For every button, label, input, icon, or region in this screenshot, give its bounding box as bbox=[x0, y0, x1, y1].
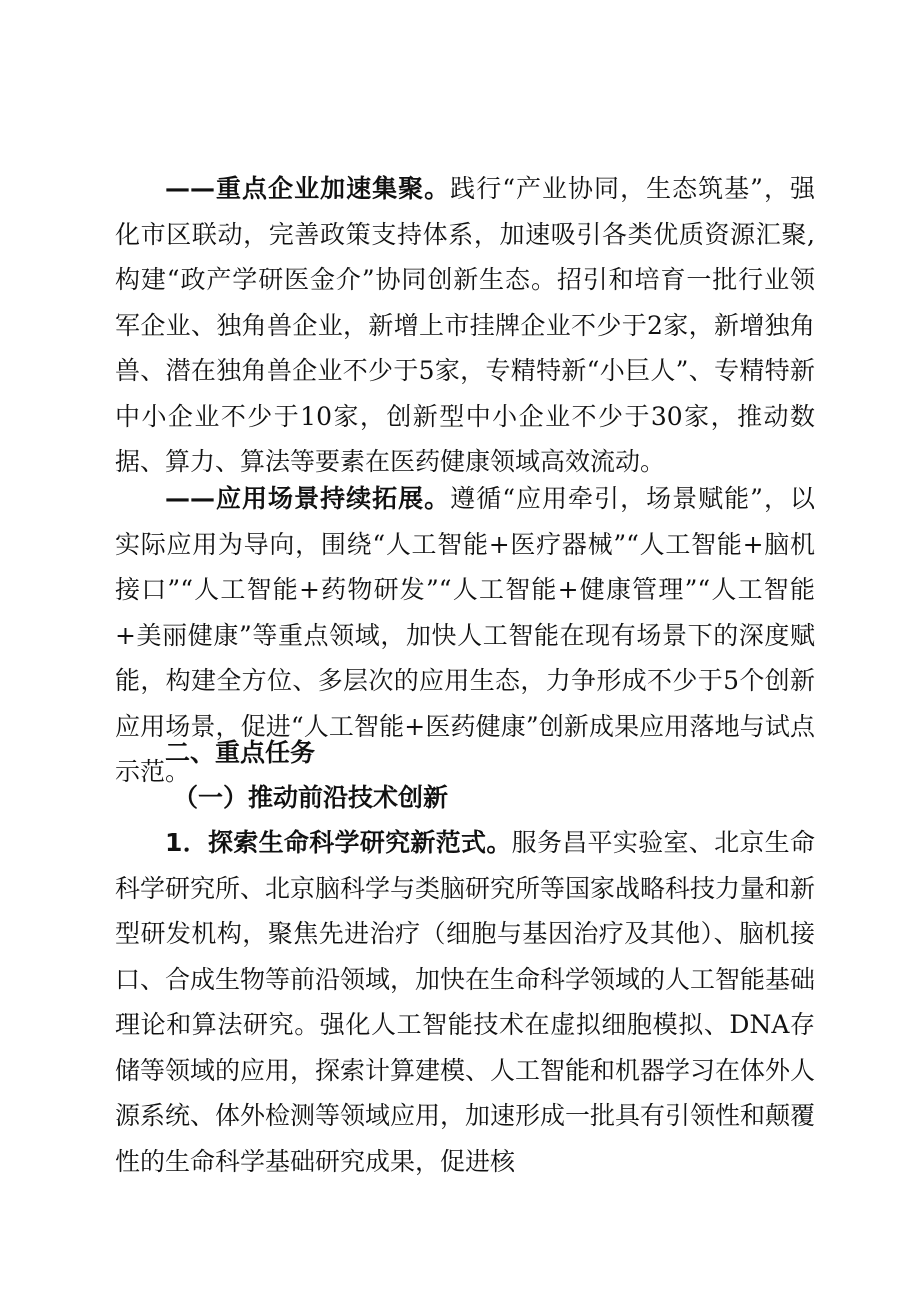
paragraph-text: 践行“产业协同，生态筑基”，强化市区联动，完善政策支持体系，加速吸引各类优质资源汇聚,构建“政产学研医金介”协同创新生态。招引和培育一批行业领军企业、独角兽企业，新增上市挂牌企业不少于2家，新增独角兽、潜在独角兽企业不少于5家，专精特新“小巨人”、专精特新中小企业不少于10家，创新型中小企业不少于30家，推动数据、算力、算法等要素在医药健康领域高效流动。 bbox=[115, 174, 815, 476]
paragraph-body bbox=[115, 820, 815, 1184]
paragraph-text: 服务昌平实验室、北京生命科学研究所、北京脑科学与类脑研究所等国家战略科技力量和新型研发机构，聚焦先进治疗（细胞与基因治疗及其他）、脑机接口、合成生物等前沿领域，加快在生命科学领域的人工智能基础理论和算法研究。强化人工智能技术在虚拟细胞模拟、DNA存储等领域的应用，探索计算建模、人工智能和机器学习在体外人源系统、体外检测等领域应用，加速形成一批具有引领性和颠覆性的生命科学基础研究成果，促进核 bbox=[115, 828, 816, 1176]
subsection-heading: （一）推动前沿技术创新 bbox=[173, 783, 449, 812]
paragraph-text: 遵循“应用牵引，场景赋能”，以实际应用为导向，围绕“人工智能+医疗器械”“人工智能+脑机接口”“人工智能+药物研发”“人工智能+健康管理”“人工智能+美丽健康”等重点领域，加快人工智能在现有场景下的深度赋能，构建全方位、多层次的应用生态，力争形成不少于5个创新应用场景，促进“人工智能+医药健康”创新成果应用落地与试点示范。 bbox=[115, 484, 815, 786]
paragraph-life-science-research bbox=[115, 820, 815, 1184]
section-heading: 二、重点任务 bbox=[165, 738, 316, 767]
subsection-heading-container bbox=[115, 775, 815, 821]
paragraph-lead: 1．探索生命科学研究新范式。 bbox=[165, 828, 512, 857]
paragraph-lead: ——应用场景持续拓展。 bbox=[165, 484, 451, 513]
paragraph-body bbox=[115, 166, 815, 485]
paragraph-key-enterprises bbox=[115, 166, 815, 485]
paragraph-lead: ——重点企业加速集聚。 bbox=[165, 174, 451, 203]
section-heading-container bbox=[115, 730, 815, 776]
